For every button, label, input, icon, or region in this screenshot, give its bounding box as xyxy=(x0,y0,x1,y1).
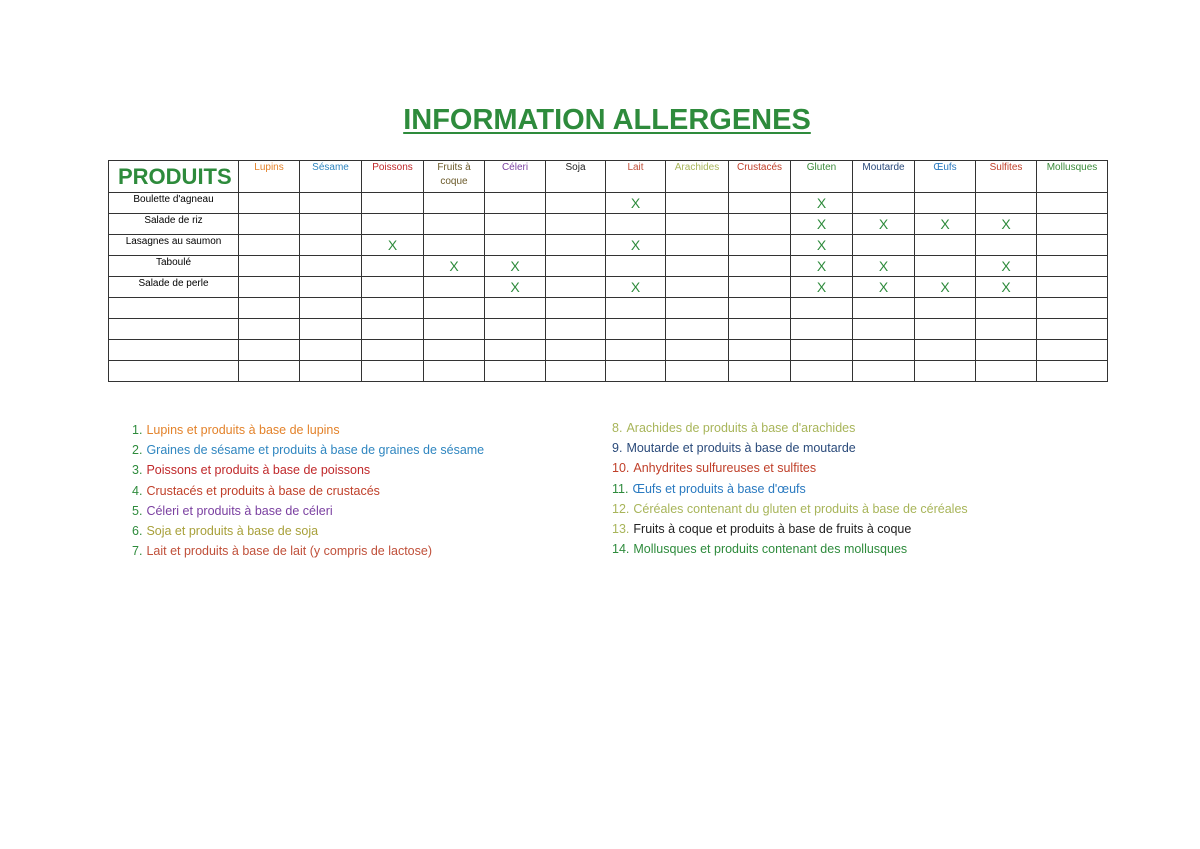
allergen-cell-sulfites xyxy=(976,193,1037,214)
allergen-cell-sulfites xyxy=(976,256,1037,277)
allergen-mark: X xyxy=(816,258,827,274)
product-name-cell: Salade de perle xyxy=(109,277,239,298)
allergen-cell-crustaces xyxy=(729,277,791,298)
allergen-header-arachides: Arachides xyxy=(666,161,729,193)
allergen-cell-lupins xyxy=(239,214,300,235)
allergen-cell-sesame xyxy=(300,340,362,361)
page-title: INFORMATION ALLERGENES xyxy=(403,104,811,136)
allergen-cell-fruits-a-coque xyxy=(424,361,485,382)
allergen-cell-crustaces xyxy=(729,193,791,214)
allergen-cell-sesame xyxy=(300,214,362,235)
allergen-cell-sulfites xyxy=(976,340,1037,361)
allergen-mark: X xyxy=(940,279,950,295)
legend-number: 7. xyxy=(132,544,143,559)
allergen-cell-soja xyxy=(546,193,606,214)
allergen-cell-mollusques xyxy=(1037,277,1108,298)
allergen-cell-moutarde xyxy=(853,277,915,298)
allergen-header-celeri: Céleri xyxy=(485,161,546,193)
allergen-cell-soja xyxy=(546,319,606,340)
legend-item xyxy=(612,438,968,458)
allergen-header-lait: Lait xyxy=(606,161,666,193)
legend-text: Lupins et produits à base de lupins xyxy=(146,423,340,437)
legend-text: Lait et produits à base de lait (y compris de lactose) xyxy=(146,544,432,559)
allergen-mark: X xyxy=(510,258,520,274)
legend-number: 6. xyxy=(132,523,143,538)
legend-number: 9. xyxy=(612,441,623,456)
allergen-cell-gluten xyxy=(791,340,853,361)
legend-item xyxy=(132,440,484,460)
allergen-cell-lait xyxy=(606,277,666,298)
legend-text: Graines de sésame et produits à base de graines de sésame xyxy=(146,443,485,458)
allergen-header-oeufs: Œufs xyxy=(915,161,976,193)
legend-number: 8. xyxy=(612,421,623,435)
allergen-cell-poissons xyxy=(362,277,424,298)
allergen-cell-fruits-a-coque xyxy=(424,340,485,361)
legend-item xyxy=(612,479,968,499)
allergen-cell-crustaces xyxy=(729,340,791,361)
allergen-cell-mollusques xyxy=(1037,319,1108,340)
allergen-mark: X xyxy=(630,237,641,253)
allergen-cell-sulfites xyxy=(976,319,1037,340)
allergen-cell-sesame xyxy=(300,193,362,214)
allergen-header-sesame: Sésame xyxy=(300,161,362,193)
legend-text: Anhydrites sulfureuses et sulfites xyxy=(633,461,817,476)
legend-number: 5. xyxy=(132,503,143,518)
allergen-cell-arachides xyxy=(666,298,729,319)
table-row xyxy=(109,298,1108,319)
allergen-cell-oeufs xyxy=(915,319,976,340)
allergen-cell-lait xyxy=(606,298,666,319)
legend-text: Soja et produits à base de soja xyxy=(146,523,319,538)
legend-item xyxy=(132,521,484,541)
allergen-cell-soja xyxy=(546,361,606,382)
table-row xyxy=(109,193,1108,214)
allergen-legend-left xyxy=(132,420,484,561)
allergen-cell-soja xyxy=(546,214,606,235)
allergen-cell-sesame xyxy=(300,319,362,340)
legend-text: Céréales contenant du gluten et produits à base de céréales xyxy=(633,501,968,516)
allergen-cell-lupins xyxy=(239,361,300,382)
allergen-header-moutarde: Moutarde xyxy=(853,161,915,193)
table-row xyxy=(109,214,1108,235)
legend-item xyxy=(132,460,484,480)
allergen-cell-poissons xyxy=(362,256,424,277)
allergen-cell-gluten xyxy=(791,298,853,319)
allergen-header-fruits-a-coque: Fruits à coque xyxy=(424,161,485,193)
allergen-mark: X xyxy=(816,216,827,232)
product-name-cell: Lasagnes au saumon xyxy=(109,235,239,256)
table-row xyxy=(109,256,1108,277)
allergen-cell-moutarde xyxy=(853,340,915,361)
allergen-mark: X xyxy=(816,279,827,295)
product-name-cell: Salade de riz xyxy=(109,214,239,235)
allergen-cell-arachides xyxy=(666,256,729,277)
allergen-cell-poissons xyxy=(362,193,424,214)
legend-item xyxy=(132,481,484,501)
allergen-cell-fruits-a-coque xyxy=(424,298,485,319)
allergen-cell-mollusques xyxy=(1037,193,1108,214)
allergen-legend-right xyxy=(612,418,968,559)
allergen-cell-fruits-a-coque xyxy=(424,214,485,235)
allergen-cell-arachides xyxy=(666,214,729,235)
allergen-cell-fruits-a-coque xyxy=(424,193,485,214)
allergen-cell-celeri xyxy=(485,340,546,361)
allergen-cell-gluten xyxy=(791,319,853,340)
allergen-cell-lait xyxy=(606,193,666,214)
allergen-header-soja: Soja xyxy=(546,161,606,193)
allergen-cell-moutarde xyxy=(853,214,915,235)
legend-text: Mollusques et produits contenant des mollusques xyxy=(633,542,908,557)
allergen-mark: X xyxy=(1001,216,1011,232)
allergen-cell-sulfites xyxy=(976,277,1037,298)
allergen-cell-moutarde xyxy=(853,193,915,214)
legend-item xyxy=(612,418,968,438)
allergen-mark: X xyxy=(1001,258,1011,274)
allergen-cell-moutarde xyxy=(853,361,915,382)
allergen-cell-oeufs xyxy=(915,214,976,235)
allergen-cell-soja xyxy=(546,235,606,256)
allergen-mark: X xyxy=(816,237,827,253)
allergen-cell-crustaces xyxy=(729,361,791,382)
legend-text: Arachides de produits à base d'arachides xyxy=(626,421,856,435)
allergen-cell-crustaces xyxy=(729,319,791,340)
allergen-cell-lait xyxy=(606,340,666,361)
allergen-mark: X xyxy=(878,258,889,274)
produits-header: PRODUITS xyxy=(109,161,239,193)
allergen-cell-oeufs xyxy=(915,235,976,256)
allergen-mark: X xyxy=(630,279,641,295)
allergen-cell-moutarde xyxy=(853,256,915,277)
table-row xyxy=(109,235,1108,256)
allergen-cell-sesame xyxy=(300,298,362,319)
allergen-cell-celeri xyxy=(485,256,546,277)
legend-text: Œufs et produits à base d'œufs xyxy=(632,481,806,496)
allergen-mark: X xyxy=(1001,279,1011,295)
allergen-cell-sulfites xyxy=(976,214,1037,235)
allergen-header-mollusques: Mollusques xyxy=(1037,161,1108,193)
allergen-cell-lupins xyxy=(239,298,300,319)
allergen-cell-sulfites xyxy=(976,298,1037,319)
allergen-cell-fruits-a-coque xyxy=(424,277,485,298)
allergen-cell-poissons xyxy=(362,319,424,340)
allergen-cell-gluten xyxy=(791,193,853,214)
legend-item xyxy=(132,541,484,561)
allergen-cell-gluten xyxy=(791,277,853,298)
legend-number: 1. xyxy=(132,423,143,437)
allergen-cell-lait xyxy=(606,361,666,382)
allergen-cell-celeri xyxy=(485,277,546,298)
allergen-cell-soja xyxy=(546,277,606,298)
product-name-cell xyxy=(109,361,239,382)
allergen-cell-arachides xyxy=(666,235,729,256)
legend-item xyxy=(612,458,968,478)
legend-text: Moutarde et produits à base de moutarde xyxy=(626,441,856,456)
allergen-mark: X xyxy=(387,237,398,253)
allergen-cell-lupins xyxy=(239,235,300,256)
allergen-cell-sulfites xyxy=(976,361,1037,382)
legend-item xyxy=(132,501,484,521)
table-header-row xyxy=(109,161,1108,193)
allergen-cell-poissons xyxy=(362,361,424,382)
allergen-cell-mollusques xyxy=(1037,256,1108,277)
allergen-mark: X xyxy=(878,279,889,295)
allergen-cell-celeri xyxy=(485,193,546,214)
allergen-cell-crustaces xyxy=(729,235,791,256)
allergen-cell-sesame xyxy=(300,235,362,256)
allergen-cell-mollusques xyxy=(1037,214,1108,235)
allergen-cell-celeri xyxy=(485,214,546,235)
allergen-header-poissons: Poissons xyxy=(362,161,424,193)
allergen-table xyxy=(108,160,1108,382)
allergen-cell-poissons xyxy=(362,340,424,361)
allergen-cell-moutarde xyxy=(853,319,915,340)
allergen-cell-crustaces xyxy=(729,256,791,277)
allergen-cell-crustaces xyxy=(729,298,791,319)
table-row xyxy=(109,277,1108,298)
legend-item xyxy=(132,420,484,440)
allergen-cell-mollusques xyxy=(1037,298,1108,319)
allergen-cell-lupins xyxy=(239,340,300,361)
allergen-cell-soja xyxy=(546,298,606,319)
allergen-cell-moutarde xyxy=(853,235,915,256)
legend-text: Poissons et produits à base de poissons xyxy=(146,463,371,478)
allergen-cell-gluten xyxy=(791,256,853,277)
legend-text: Fruits à coque et produits à base de fruits à coque xyxy=(633,521,912,536)
table-row xyxy=(109,319,1108,340)
allergen-cell-oeufs xyxy=(915,298,976,319)
legend-item xyxy=(612,519,968,539)
allergen-cell-fruits-a-coque xyxy=(424,319,485,340)
allergen-cell-arachides xyxy=(666,277,729,298)
allergen-cell-celeri xyxy=(485,235,546,256)
legend-number: 11. xyxy=(612,481,629,496)
allergen-cell-oeufs xyxy=(915,361,976,382)
allergen-cell-lait xyxy=(606,214,666,235)
legend-number: 14. xyxy=(612,542,630,557)
legend-text: Crustacés et produits à base de crustacés xyxy=(146,483,380,498)
allergen-cell-gluten xyxy=(791,361,853,382)
allergen-header-lupins: Lupins xyxy=(239,161,300,193)
legend-number: 13. xyxy=(612,521,630,536)
legend-number: 2. xyxy=(132,443,143,458)
allergen-cell-gluten xyxy=(791,235,853,256)
legend-number: 4. xyxy=(132,483,143,498)
product-name-cell xyxy=(109,319,239,340)
allergen-cell-fruits-a-coque xyxy=(424,256,485,277)
allergen-cell-lait xyxy=(606,319,666,340)
allergen-cell-celeri xyxy=(485,298,546,319)
table-row xyxy=(109,361,1108,382)
allergen-cell-mollusques xyxy=(1037,340,1108,361)
allergen-cell-fruits-a-coque xyxy=(424,235,485,256)
allergen-cell-lait xyxy=(606,256,666,277)
allergen-cell-celeri xyxy=(485,361,546,382)
allergen-cell-celeri xyxy=(485,319,546,340)
allergen-header-crustaces: Crustacés xyxy=(729,161,791,193)
allergen-cell-arachides xyxy=(666,193,729,214)
legend-item xyxy=(612,539,968,559)
allergen-cell-soja xyxy=(546,340,606,361)
product-name-cell xyxy=(109,298,239,319)
allergen-cell-oeufs xyxy=(915,340,976,361)
legend-number: 3. xyxy=(132,463,143,478)
allergen-cell-mollusques xyxy=(1037,361,1108,382)
allergen-cell-soja xyxy=(546,256,606,277)
legend-number: 12. xyxy=(612,501,630,516)
allergen-cell-poissons xyxy=(362,235,424,256)
allergen-header-sulfites: Sulfites xyxy=(976,161,1037,193)
allergen-cell-arachides xyxy=(666,319,729,340)
allergen-cell-mollusques xyxy=(1037,235,1108,256)
legend-item xyxy=(612,499,968,519)
allergen-cell-oeufs xyxy=(915,256,976,277)
allergen-cell-sulfites xyxy=(976,235,1037,256)
allergen-cell-moutarde xyxy=(853,298,915,319)
allergen-cell-lupins xyxy=(239,277,300,298)
product-name-cell: Taboulé xyxy=(109,256,239,277)
allergen-header-gluten: Gluten xyxy=(791,161,853,193)
allergen-cell-sesame xyxy=(300,361,362,382)
allergen-cell-oeufs xyxy=(915,277,976,298)
allergen-cell-sesame xyxy=(300,277,362,298)
legend-text: Céleri et produits à base de céleri xyxy=(146,503,333,518)
allergen-mark: X xyxy=(630,195,641,211)
allergen-cell-oeufs xyxy=(915,193,976,214)
product-name-cell: Boulette d'agneau xyxy=(109,193,239,214)
allergen-cell-lupins xyxy=(239,193,300,214)
product-name-cell xyxy=(109,340,239,361)
allergen-mark: X xyxy=(449,258,459,274)
allergen-cell-poissons xyxy=(362,298,424,319)
table-row xyxy=(109,340,1108,361)
allergen-cell-crustaces xyxy=(729,214,791,235)
allergen-cell-lupins xyxy=(239,256,300,277)
allergen-cell-arachides xyxy=(666,361,729,382)
allergen-mark: X xyxy=(510,279,520,295)
allergen-cell-poissons xyxy=(362,214,424,235)
allergen-cell-arachides xyxy=(666,340,729,361)
allergen-mark: X xyxy=(878,216,889,232)
allergen-cell-lupins xyxy=(239,319,300,340)
allergen-mark: X xyxy=(816,195,827,211)
allergen-cell-lait xyxy=(606,235,666,256)
allergen-mark: X xyxy=(940,216,950,232)
allergen-cell-gluten xyxy=(791,214,853,235)
allergen-cell-sesame xyxy=(300,256,362,277)
legend-number: 10. xyxy=(612,461,630,476)
